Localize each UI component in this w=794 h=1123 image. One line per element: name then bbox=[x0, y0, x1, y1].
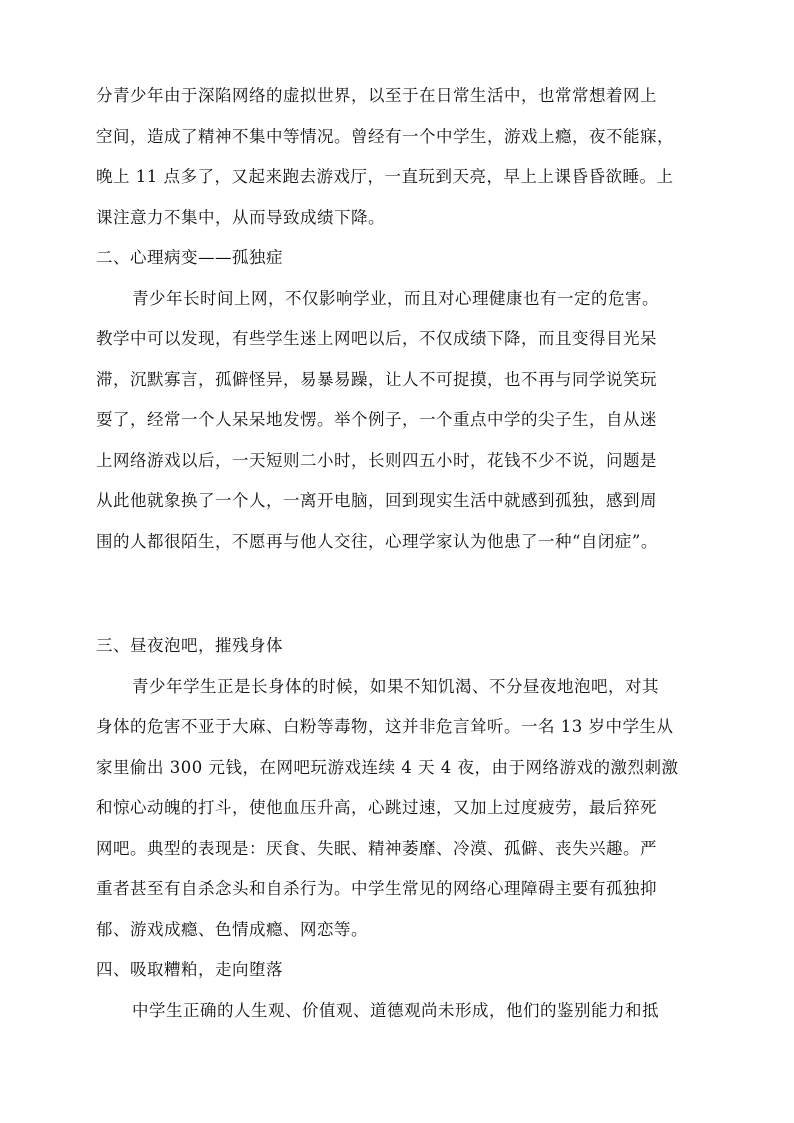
text-line: 家里偷出 300 元钱，在网吧玩游戏连续 4 天 4 夜，由于网络游戏的激烈刺激 bbox=[96, 757, 679, 777]
text-line: 课注意力不集中，从而导致成绩下降。 bbox=[96, 207, 385, 227]
text-line: 身体的危害不亚于大麻、白粉等毒物，这并非危言耸听。一名 13 岁中学生从 bbox=[96, 717, 674, 736]
text-line: 和惊心动魄的打斗，使他血压升高，心跳过速，又加上过度疲劳，最后猝死 bbox=[96, 798, 657, 817]
text-line: 围的人都很陌生，不愿再与他人交往，心理学家认为他患了一种“自闭症”。 bbox=[96, 531, 658, 551]
section-heading-4: 四、吸取糟粕，走向堕落 bbox=[96, 960, 283, 979]
text-line: 教学中可以发现，有些学生迷上网吧以后，不仅成绩下降，而且变得目光呆 bbox=[96, 329, 657, 348]
text-line: 青少年学生正是长身体的时候，如果不知饥渴、不分昼夜地泡吧，对其 bbox=[132, 676, 659, 696]
text-line: 耍了，经常一个人呆呆地发愣。举个例子，一个重点中学的尖子生，自从迷 bbox=[96, 410, 657, 429]
text-line: 上网络游戏以后，一天短则二小时，长则四五小时，花钱不少不说，问题是 bbox=[96, 450, 657, 470]
text-line: 滞，沉默寡言，孤僻怪异，易暴易躁，让人不可捉摸，也不再与同学说笑玩 bbox=[96, 369, 657, 389]
text-line: 青少年长时间上网，不仅影响学业，而且对心理健康也有一定的危害。 bbox=[132, 288, 659, 308]
section-heading-3: 三、昼夜泡吧，摧残身体 bbox=[96, 636, 283, 655]
text-line: 重者甚至有自杀念头和自杀行为。中学生常见的网络心理障碍主要有孤独抑 bbox=[96, 879, 657, 898]
section-heading-2: 二、心理病变——孤独症 bbox=[96, 248, 283, 267]
text-line: 中学生正确的人生观、价值观、道德观尚未形成，他们的鉴别能力和抵 bbox=[132, 1000, 659, 1020]
paragraph-continuation bbox=[96, 76, 716, 562]
text-line: 分青少年由于深陷网络的虚拟世界，以至于在日常生活中，也常常想着网上 bbox=[96, 86, 657, 105]
text-line: 郁、游戏成瘾、色情成瘾、网恋等。 bbox=[96, 919, 368, 939]
text-line: 空间，造成了精神不集中等情况。曾经有一个中学生，游戏上瘾，夜不能寐， bbox=[96, 126, 674, 146]
text-line: 从此他就象换了一个人，一离开电脑，回到现实生活中就感到孤独，感到周 bbox=[96, 491, 657, 510]
section-3 bbox=[96, 626, 716, 1031]
text-line: 晚上 11 点多了，又起来跑去游戏厅，一直玩到天亮，早上上课昏昏欲睡。上 bbox=[96, 167, 674, 186]
text-line: 网吧。典型的表现是：厌食、失眠、精神萎靡、冷漠、孤僻、丧失兴趣。严 bbox=[96, 838, 657, 858]
